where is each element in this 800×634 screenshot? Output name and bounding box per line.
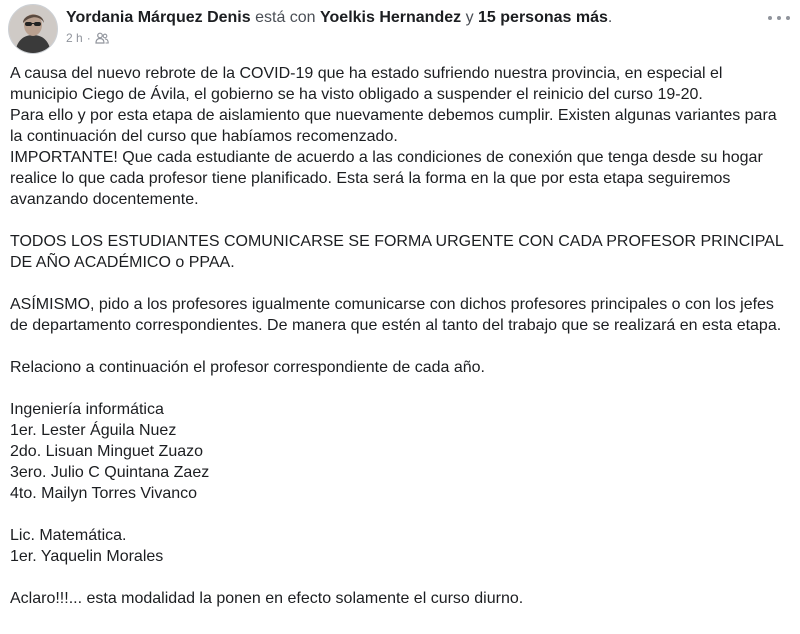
others-link[interactable]: 15 personas más (478, 9, 608, 26)
list-item: 3ero. Julio C Quintana Zaez (10, 464, 210, 481)
section-title-informatica: Ingeniería informática (10, 401, 164, 418)
spacer (10, 378, 792, 399)
dot (768, 16, 772, 20)
section-title-matematica: Lic. Matemática. (10, 527, 127, 544)
spacer (10, 504, 792, 525)
closing-text: Aclaro!!!... esta modalidad la ponen en efecto solamente el curso diurno. (10, 590, 524, 607)
with-text: está con (255, 9, 316, 26)
post-header (8, 4, 792, 56)
meta-separator: · (86, 31, 91, 45)
author-name[interactable]: Yordania Márquez Denis (66, 9, 251, 26)
dot (786, 16, 790, 20)
timestamp[interactable]: 2 h (66, 31, 83, 45)
spacer (10, 567, 792, 588)
spacer (10, 210, 792, 231)
dot (777, 16, 781, 20)
spacer (10, 336, 792, 357)
list-item: 2do. Lisuan Minguet Zuazo (10, 443, 204, 460)
post-meta (66, 30, 109, 46)
post-title (66, 8, 612, 28)
list-item: 1er. Lester Águila Nuez (10, 422, 177, 439)
paragraph-5: ASÍMISMO, pido a los profesores igualmente comunicarse con dichos profesores principales o con los jefes de departamento correspondientes. De manera que estén al tanto del trabajo que se realizará en esta etapa. (10, 296, 782, 334)
post-body (10, 63, 792, 609)
paragraph-4: TODOS LOS ESTUDIANTES COMUNICARSE SE FORMA URGENTE CON CADA PROFESOR PRINCIPAL DE AÑO ACADÉMICO o PPAA. (10, 233, 784, 271)
avatar[interactable] (8, 4, 58, 54)
paragraph-3: IMPORTANTE! Que cada estudiante de acuerdo a las condiciones de conexión que tenga desde su hogar realice lo que cada profesor tiene planificado. Esta será la forma en la que por esta etapa seguiremos avanzando docentemente. (10, 149, 763, 208)
more-options-icon[interactable] (768, 10, 790, 26)
profile-photo (9, 5, 57, 53)
friends-icon[interactable] (95, 32, 109, 44)
spacer (10, 273, 792, 294)
paragraph-1: A causa del nuevo rebrote de la COVID-19 que ha estado sufriendo nuestra provincia, en especial el municipio Ciego de Ávila, el gobierno se ha visto obligado a suspender el reinicio del curso 19-20. (10, 65, 723, 103)
and-text: y (465, 9, 474, 26)
paragraph-2: Para ello y por esta etapa de aislamiento que nuevamente debemos cumplir. Existen algunas variantes para la continuación del curso que habíamos recomenzado. (10, 107, 777, 145)
paragraph-6: Relaciono a continuación el profesor correspondiente de cada año. (10, 359, 485, 376)
list-item: 1er. Yaquelin Morales (10, 548, 164, 565)
title-period: . (607, 9, 613, 26)
tagged-name[interactable]: Yoelkis Hernandez (320, 9, 462, 26)
list-item: 4to. Mailyn Torres Vivanco (10, 485, 198, 502)
